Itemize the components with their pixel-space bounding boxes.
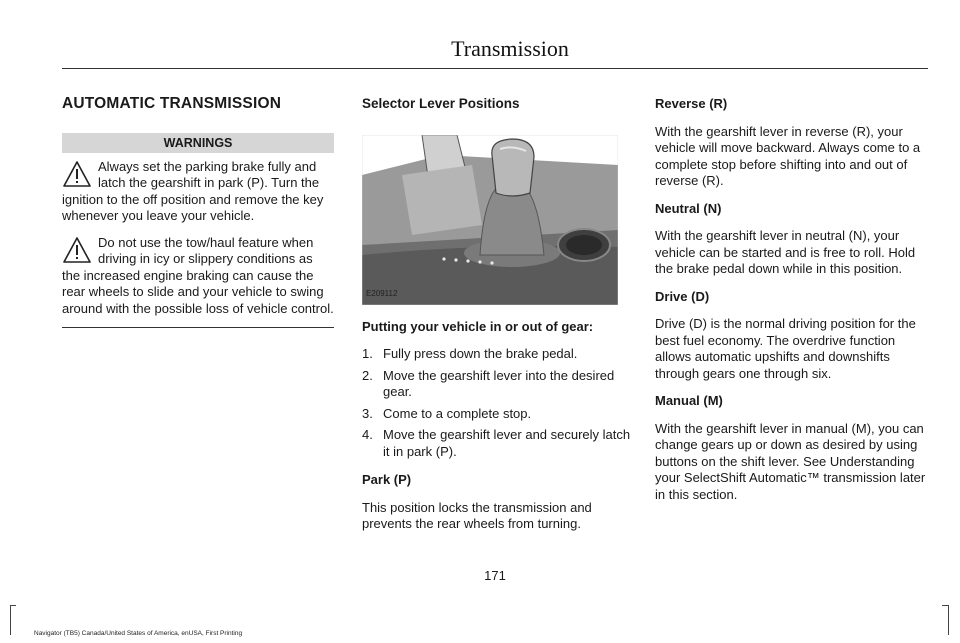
- steps-list: [362, 346, 632, 460]
- page-number: 171: [484, 568, 506, 583]
- gearshift-lever-image: [362, 135, 618, 305]
- selector-positions-title: Selector Lever Positions: [362, 96, 520, 111]
- park-text: This position locks the transmission and prevents the rear wheels from turning.: [362, 499, 592, 531]
- warning-triangle-icon: [62, 160, 92, 188]
- column-right: [655, 96, 927, 514]
- drive-text: Drive (D) is the normal driving position for the best fuel economy. The overdrive function allows automatic upshifts and downshifts through gears one through six.: [655, 316, 916, 381]
- manual-text: With the gearshift lever in manual (M), you can change gears up or down as desired by using buttons on the shift lever. See Understanding your SelectShift Automatic™ transmission later in this section.: [655, 420, 926, 502]
- warnings-bottom-rule: [62, 327, 334, 328]
- page-header-title: Transmission: [451, 36, 569, 61]
- park-label: Park (P): [362, 472, 412, 487]
- header-rule: [62, 68, 928, 69]
- gearshift-illustration: [362, 135, 618, 305]
- crop-mark: [10, 605, 11, 635]
- warning-text: Always set the parking brake fully and latch the gearshift in park (P). Turn the ignition to the off position and remove the key whenever you leave your vehicle.: [62, 158, 324, 223]
- warnings-header: WARNINGS: [62, 133, 334, 153]
- crop-mark: [942, 605, 948, 606]
- manual-label: Manual (M): [655, 393, 723, 408]
- column-left: [62, 96, 334, 328]
- figure-code: E209112: [366, 289, 398, 298]
- list-item: 2. Move the gearshift lever into the desired gear.: [362, 367, 615, 399]
- crop-mark: [948, 605, 949, 635]
- neutral-label: Neutral (N): [655, 200, 722, 216]
- reverse-label: Reverse (R): [655, 96, 728, 111]
- warning-text: Do not use the tow/haul feature when driving in icy or slippery conditions as the increased engine braking can cause the rear wheels to slide and your vehicle to swing around with the possible loss of vehicle control.: [62, 234, 334, 316]
- crop-mark: [10, 605, 16, 606]
- putting-in-gear-label: Putting your vehicle in or out of gear:: [362, 318, 594, 334]
- section-title: AUTOMATIC TRANSMISSION: [62, 95, 282, 112]
- reverse-text: With the gearshift lever in reverse (R), your vehicle will move backward. Always come to a complete stop before shifting into and out of reverse (R).: [655, 123, 921, 188]
- warning-item: [62, 159, 334, 225]
- footer-text: Navigator (TB5) Canada/United States of America, enUSA, First Printing: [34, 630, 243, 637]
- warning-triangle-icon: [62, 236, 92, 264]
- list-item: 3. Come to a complete stop.: [362, 405, 532, 421]
- neutral-text: With the gearshift lever in neutral (N), your vehicle can be started and is free to roll. Hold the brake pedal down while in this position.: [655, 228, 916, 276]
- drive-label: Drive (D): [655, 288, 710, 304]
- warning-item: [62, 235, 334, 318]
- list-item: 4. Move the gearshift lever and securely latch it in park (P).: [362, 427, 631, 459]
- column-middle: [362, 96, 632, 544]
- list-item: 1. Fully press down the brake pedal.: [362, 346, 578, 361]
